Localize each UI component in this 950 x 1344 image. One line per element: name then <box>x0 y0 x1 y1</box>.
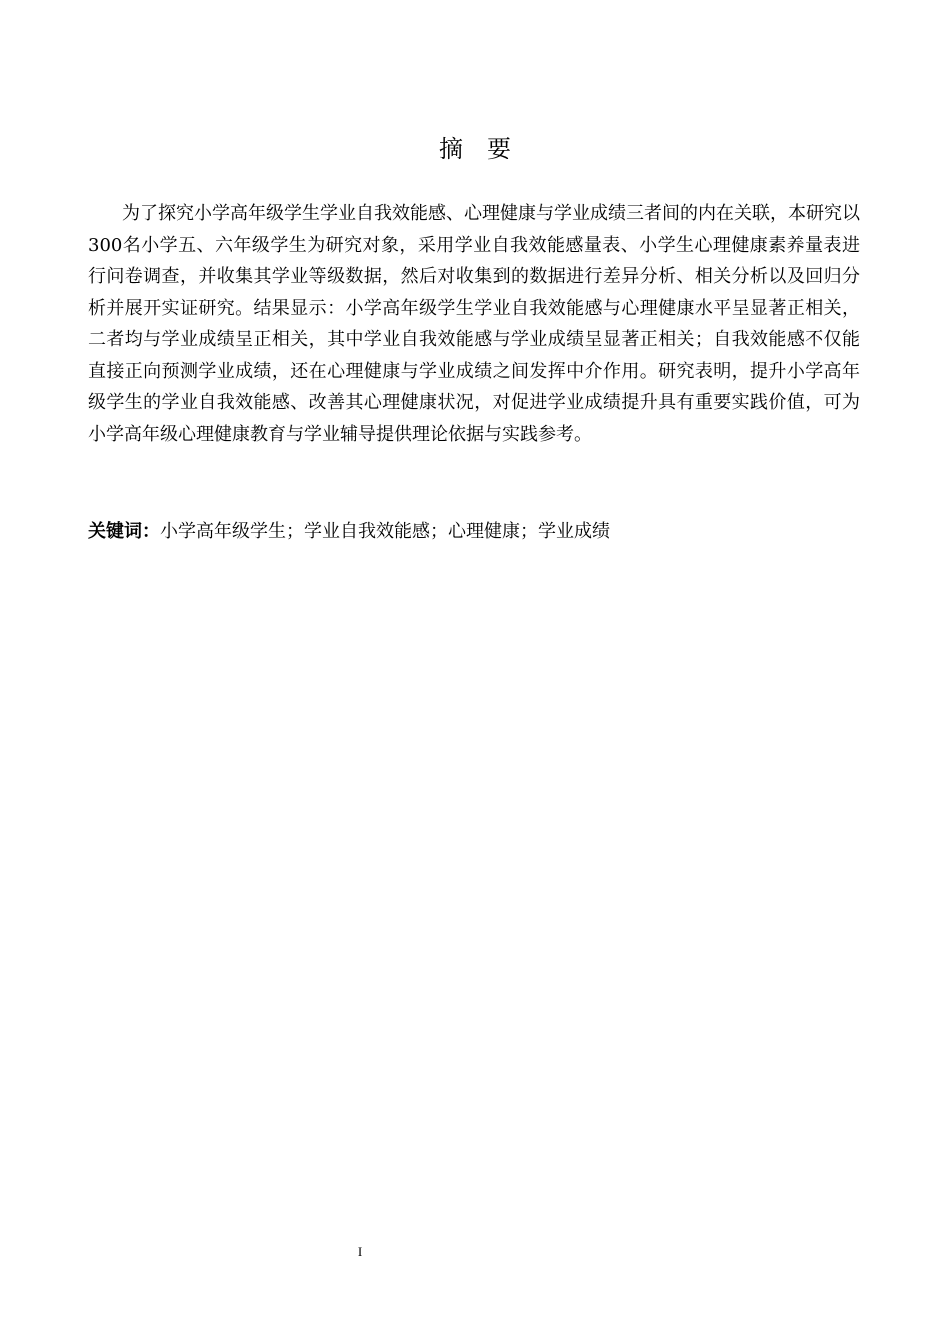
abstract-title <box>0 133 950 165</box>
keywords-label: 关键词： <box>88 521 160 542</box>
abstract-body: 为了探究小学高年级学生学业自我效能感、心理健康与学业成绩三者间的内在关联，本研究以300名小学五、六年级学生为研究对象，采用学业自我效能感量表、小学生心理健康素养量表进行问卷调查，并收集其学业等级数据，然后对收集到的数据进行差异分析、相关分析以及回归分析并展开实证研究。结果显示：小学高年级学生学业自我效能感与心理健康水平呈显著正相关，二者均与学业成绩呈正相关，其中学业自我效能感与学业成绩呈显著正相关；自我效能感不仅能直接正向预测学业成绩，还在心理健康与学业成绩之间发挥中介作用。研究表明，提升小学高年级学生的学业自我效能感、改善其心理健康状况，对促进学业成绩提升具有重要实践价值，可为小学高年级心理健康教育与学业辅导提供理论依据与实践参考。 <box>88 203 860 445</box>
abstract-title-char-2: 要 <box>487 135 511 163</box>
page-number: I <box>357 1244 363 1259</box>
keywords-line <box>88 518 860 546</box>
keywords-text: 小学高年级学生；学业自我效能感；心理健康；学业成绩 <box>160 521 610 542</box>
abstract-title-char-1: 摘 <box>439 135 463 163</box>
